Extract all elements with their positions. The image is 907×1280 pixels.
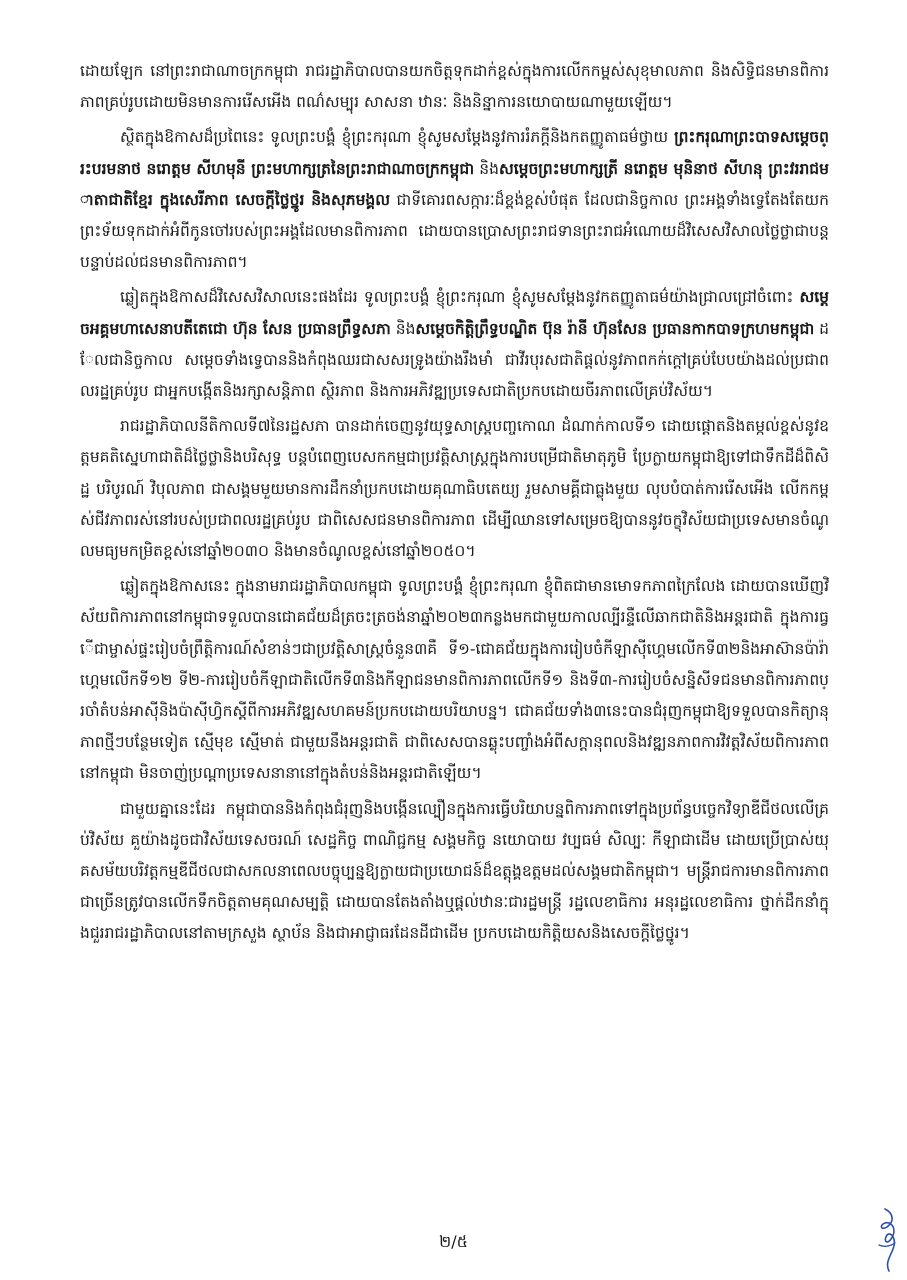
paragraph: [80, 794, 829, 950]
text-segment: ដោយឡែក នៅព្រះរាជាណាចក្រកម្ពុជា រាជរដ្ឋាភិបាលបានយកចិត្តទុកដាក់ខ្ពស់ក្នុងការលើកកម្ពស់សុខុមាលភាព និងសិទ្ធិជនមានពិការភាពគ្រប់រូបដោយមិនមានការរើសអើង ពណ៌សម្បុរ សាសនា ឋានៈ និងនិន្នាការនយោបាយណាមួយឡើយ។: [80, 62, 829, 112]
bold-text-segment: សម្តេចកិត្តិព្រឹទ្ធបណ្ឌិត ប៊ុន រ៉ានី ហ៊ុនសែន ប្រធានកាកបាទក្រហមកម្ពុជា: [415, 319, 815, 338]
paragraph: [80, 122, 829, 278]
bold-text-segment: សម្តេចព្រះមហាក្សត្រី នរោត្តម មុនិនាថ សីហនុ ព្រះវររាជមាតាជាតិខ្មែរ ក្នុងសេរីភាព សេចក្តីថ្លៃថ្នូរ និងសុភមង្គល: [80, 159, 829, 209]
paragraph: [80, 56, 829, 118]
text-segment: ឆ្លៀតក្នុងឱកាសដ៏វិសេសវិសាលនេះផងដែរ ទូលព្រះបង្គំ ខ្ញុំព្រះករុណា ខ្ញុំសូមសម្តែងនូវកតញ្ញូតាធម៌យ៉ាងជ្រាលជ្រៅចំពោះ: [120, 288, 800, 307]
signature-icon: [871, 1205, 901, 1275]
paragraph: [80, 411, 829, 567]
text-segment: និង: [390, 319, 416, 338]
text-segment: ជាមួយគ្នានេះដែរ កម្ពុជាបាននិងកំពុងជំរុញនិងបង្កើនល្បឿនក្នុងការធ្វើបរិយាបន្នពិការភាពទៅក្នុងប្រព័ន្ធបច្ចេកវិទ្យាឌីជីថលលើគ្រប់វិស័យ គួយ៉ាងដូចជាវិស័យទេសចរណ៍ សេដ្ឋកិច្ច ពាណិជ្ជកម្ម សង្គមកិច្ច នយោបាយ វប្បធម៌ សិល្បៈ កីឡាជាដើម ដោយប្រើប្រាស់យុគសម័យបរិវត្តកម្មឌីជីថលជាសកលនាពេលបច្ចុប្បន្នឱ្យក្លាយជាប្រយោជន៍ដ៏ឧត្តុង្គឧត្តមដល់សង្គមជាតិកម្ពុជា។ មន្រ្តីរាជការមានពិការភាពជាច្រើនត្រូវបានលើកទឹកចិត្តតាមគុណសម្បត្តិ ដោយបានតែងតាំងឬផ្តល់ឋានៈជារដ្ឋមន្រ្តី រដ្ឋលេខាធិការ អនុរដ្ឋលេខាធិការ ថ្នាក់ដឹកនាំក្នុងជួររាជរដ្ឋាភិបាលនៅតាមក្រសួង ស្ថាប័ន និងជាអាជ្ញាធរដែនដីជាដើម ប្រកបដោយកិត្តិយសនិងសេចក្តីថ្លៃថ្នូរ។: [80, 799, 829, 943]
paragraph: [80, 282, 829, 407]
bold-text-segment: ព្រះករុណាព្រះបាទសម្តេចព្រះបរមនាថ នរោត្តម សីហមុនី ព្រះមហាក្សត្រនៃព្រះរាជាណាចក្រកម្ពុជា: [80, 128, 829, 178]
text-segment: រាជរដ្ឋាភិបាលនីតិកាលទី៧នៃរដ្ឋសភា បានដាក់ចេញនូវយុទ្ធសាស្ត្របញ្ចកោណ ដំណាក់កាលទី១ ដោយផ្តោតនិងតម្កល់ខ្ពស់នូវឧត្តមគតិស្នេហាជាតិដ៏ថ្លៃថ្លានិងបរិសុទ្ធ បន្តបំពេញបេសកកម្មជាប្រវត្តិសាស្ត្រក្នុងការបម្រើជាតិមាតុភូមិ ប្រែក្លាយកម្ពុជាឱ្យទៅជាទឹកដីដ៏ពិសិដ្ឋ បរិបូរណ៍ វិបុលភាព ជាសង្គមមួយមានការដឹកនាំប្រកបដោយគុណាធិបតេយ្យ រួមសាមគ្គីជាធ្លុងមួយ លុបបំបាត់ការរើសអើង លើកកម្ពស់ជីវភាពរស់នៅរបស់ប្រជាពលរដ្ឋគ្រប់រូប ជាពិសេសជនមានពិការភាព ដើម្បីឈានទៅសម្រេចឱ្យបាននូវចក្ខុវិស័យជាប្រទេសមានចំណូលមធ្យមកម្រិតខ្ពស់នៅឆ្នាំ២០៣០ និងមានចំណូលខ្ពស់នៅឆ្នាំ២០៥០។: [80, 417, 829, 561]
bold-text-segment: សម្តេចអគ្គមហាសេនាបតីតេជោ ហ៊ុន សែន ប្រធានព្រឹទ្ធសភា: [80, 288, 829, 338]
text-segment: ស្ថិតក្នុងឱកាសដ៏ប្រពៃនេះ ទូលព្រះបង្គំ ខ្ញុំព្រះករុណា ខ្ញុំសូមសម្តែងនូវការរំភក្តីនិងកតញ្ញូតាធម៌ថ្វាយ: [120, 128, 675, 147]
text-segment: ជាទីគោរពសក្ការៈដ៏ខ្ពង់ខ្ពស់បំផុត ដែលជានិច្ចកាល ព្រះអង្គទាំងទ្វេតែងតែយកព្រះទ័យទុកដាក់អំពីកូនចៅរបស់ព្រះអង្គដែលមានពិការភាព ដោយបានប្រោសព្រះរាជទានព្រះរាជអំណោយដ៏វិសេសវិសាលថ្លៃថ្លាជាបន្តបន្ទាប់ដល់ជនមានពិការភាព។: [80, 190, 829, 272]
text-segment: និង: [474, 159, 499, 178]
text-segment: ឆ្លៀតក្នុងឱកាសនេះ ក្នុងនាមរាជរដ្ឋាភិបាលកម្ពុជា ទូលព្រះបង្គំ ខ្ញុំព្រះករុណា ខ្ញុំពិតជាមានមោទកភាពក្រៃលែង ដោយបានឃើញវិស័យពិការភាពនៅកម្ពុជាទទួលបានជោគជ័យដ៏ត្រចះត្រចង់នាឆ្នាំ២០២៣កន្លងមកជាមួយកាលល្បីរន្ទឺលើឆាកជាតិនិងអន្តរជាតិ ក្នុងការធ្វើជាម្ចាស់ផ្ទះរៀបចំព្រឹត្តិការណ៍សំខាន់ៗជាប្រវត្តិសាស្ត្រចំនួន៣គឺ ទី១-ជោគជ័យក្នុងការរៀបចំកីឡាស៊ីហ្គេមលើកទី៣២និងអាស៊ានប៉ារ៉ាហ្គេមលើកទី១២ ទី២-ការរៀបចំកីឡាជាតិលើកទី៣និងកីឡាជនមានពិការភាពលើកទី១ និងទី៣-ការរៀបចំសន្និសីទជនមានពិការភាពប្រចាំតំបន់អាស៊ីនិងប៉ាស៊ីហ្វិកស្តីពីការអភិវឌ្ឍសហគមន៍ប្រកបដោយបរិយាបន្ន។ ជោគជ័យទាំង៣នេះបានជំរុញកម្ពុជាឱ្យទទួលបានកិត្យានុភាពថ្មីៗបន្ថែមទៀត ស្មើមុខ ស្មើមាត់ ជាមួយនឹងអន្តរជាតិ ជាពិសេសបានឆ្លុះបញ្ចាំងអំពីសក្តានុពលនិងវឌ្ឍនភាពការវិវត្តវិស័យពិការភាពនៅកម្ពុជា មិនចាញ់ប្រណ្តាប្រទេសនានានៅក្នុងតំបន់និងអន្តរជាតិឡើយ។: [80, 577, 829, 783]
paragraph: [80, 571, 829, 789]
page-number: ២/៥: [439, 1232, 468, 1251]
text-segment: ដែលជានិច្ចកាល សម្តេចទាំងទ្វេបាននិងកំពុងឈរជាសសរទ្រូងយ៉ាងរឹងមាំ ជាវីរបុរសជាតិផ្តល់នូវភាពកក់ក្តៅគ្រប់បែបយ៉ាងដល់ប្រជាពលរដ្ឋគ្រប់រូប ជាអ្នកបង្កើតនិងរក្សាសន្តិភាព ស្ថិរភាព និងការអភិវឌ្ឍប្រទេសជាតិប្រកបដោយចីរភាពលើគ្រប់វិស័យ។: [80, 319, 829, 401]
document-body: [80, 56, 829, 950]
